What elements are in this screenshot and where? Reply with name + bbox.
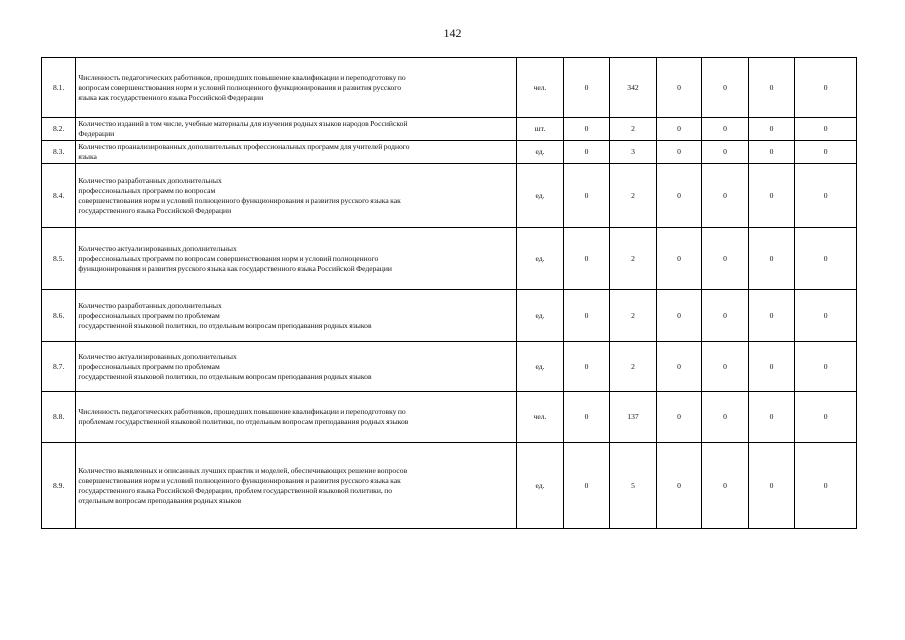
row-value: 0 — [795, 118, 857, 141]
row-value: 0 — [748, 58, 795, 118]
row-value: 0 — [656, 342, 702, 392]
row-value: 0 — [563, 141, 610, 164]
row-number: 8.4. — [42, 164, 76, 228]
row-value: 0 — [656, 118, 702, 141]
table-row — [42, 392, 857, 443]
row-number: 8.7. — [42, 342, 76, 392]
row-description: Численность педагогических работников, прошедших повышение квалификации и переподготовку по проблемам государственной языковой политики, по отдельным вопросам преподавания родных языков — [76, 392, 517, 443]
row-value: 2 — [610, 228, 657, 290]
row-number: 8.3. — [42, 141, 76, 164]
row-value: 0 — [563, 443, 610, 529]
row-value: 0 — [795, 141, 857, 164]
row-number: 8.8. — [42, 392, 76, 443]
row-value: 0 — [748, 392, 795, 443]
row-value: 0 — [563, 290, 610, 342]
row-description: Количество разработанных дополнительных профессиональных программ по вопросам совершенствования норм и условий полноценного функционирования и развития русского языка как государственного языка Российской Федерации — [76, 164, 517, 228]
row-value: 0 — [702, 141, 749, 164]
row-value: 0 — [748, 228, 795, 290]
row-value: 2 — [610, 342, 657, 392]
table-row — [42, 164, 857, 228]
row-value: 137 — [610, 392, 657, 443]
row-value: 3 — [610, 141, 657, 164]
table-row — [42, 141, 857, 164]
row-value: 0 — [702, 290, 749, 342]
row-number: 8.5. — [42, 228, 76, 290]
row-value: 0 — [656, 443, 702, 529]
row-description: Количество изданий в том числе, учебные материалы для изучения родных языков народов Российской Федерации — [76, 118, 517, 141]
row-number: 8.9. — [42, 443, 76, 529]
row-value: 0 — [702, 392, 749, 443]
row-value: 5 — [610, 443, 657, 529]
row-value: 0 — [563, 118, 610, 141]
row-unit: ед. — [517, 141, 564, 164]
row-value: 0 — [702, 164, 749, 228]
row-value: 0 — [795, 228, 857, 290]
row-value: 2 — [610, 164, 657, 228]
row-value: 0 — [656, 58, 702, 118]
row-value: 0 — [748, 290, 795, 342]
row-value: 0 — [563, 228, 610, 290]
row-description: Количество актуализированных дополнительных профессиональных программ по проблемам государственной языковой политики, по отдельным вопросам преподавания родных языков — [76, 342, 517, 392]
row-unit: ед. — [517, 290, 564, 342]
row-value: 0 — [702, 228, 749, 290]
row-value: 0 — [795, 164, 857, 228]
table-row — [42, 443, 857, 529]
row-number: 8.2. — [42, 118, 76, 141]
row-value: 0 — [702, 342, 749, 392]
row-number: 8.6. — [42, 290, 76, 342]
row-value: 0 — [563, 392, 610, 443]
row-value: 0 — [656, 290, 702, 342]
row-unit: ед. — [517, 228, 564, 290]
row-description: Количество выявленных и описанных лучших практик и моделей, обеспечивающих решение вопросов совершенствования норм и условий полноценного функционирования и развития русского языка как государственного языка Российской Федерации, проблем государственной языковой политики, по отдельным вопросам преподавания родных языков — [76, 443, 517, 529]
row-value: 0 — [656, 392, 702, 443]
row-value: 0 — [702, 118, 749, 141]
row-value: 0 — [563, 342, 610, 392]
row-unit: ед. — [517, 164, 564, 228]
row-value: 0 — [702, 58, 749, 118]
row-value: 0 — [795, 58, 857, 118]
row-description: Количество актуализированных дополнительных профессиональных программ по вопросам совершенствования норм и условий полноценного функционирования и развития русского языка как государственного языка Российской Федерации — [76, 228, 517, 290]
table-row — [42, 342, 857, 392]
row-description: Количество разработанных дополнительных профессиональных программ по проблемам государственной языковой политики, по отдельным вопросам преподавания родных языков — [76, 290, 517, 342]
row-value: 0 — [563, 58, 610, 118]
row-value: 0 — [656, 164, 702, 228]
row-value: 0 — [748, 141, 795, 164]
row-value: 0 — [795, 443, 857, 529]
row-unit: ед. — [517, 443, 564, 529]
row-unit: чел. — [517, 58, 564, 118]
row-unit: ед. — [517, 342, 564, 392]
indicators-table — [41, 57, 857, 529]
row-value: 0 — [656, 141, 702, 164]
page-number: 142 — [443, 26, 462, 40]
row-value: 2 — [610, 290, 657, 342]
row-description: Численность педагогических работников, прошедших повышение квалификации и переподготовку по вопросам совершенствования норм и условий полноценного функционирования и развития русского языка как государственного языка Российской Федерации — [76, 58, 517, 118]
row-value: 0 — [795, 342, 857, 392]
row-value: 0 — [795, 392, 857, 443]
row-value: 0 — [702, 443, 749, 529]
row-value: 342 — [610, 58, 657, 118]
row-unit: чел. — [517, 392, 564, 443]
row-value: 0 — [748, 443, 795, 529]
table-row — [42, 58, 857, 118]
row-value: 0 — [656, 228, 702, 290]
row-description: Количество проанализированных дополнительных профессиональных программ для учителей родного языка — [76, 141, 517, 164]
row-value: 0 — [748, 342, 795, 392]
row-value: 0 — [795, 290, 857, 342]
row-unit: шт. — [517, 118, 564, 141]
table-row — [42, 290, 857, 342]
row-value: 0 — [748, 118, 795, 141]
row-value: 0 — [748, 164, 795, 228]
table-row — [42, 118, 857, 141]
row-value: 2 — [610, 118, 657, 141]
row-number: 8.1. — [42, 58, 76, 118]
row-value: 0 — [563, 164, 610, 228]
table-row — [42, 228, 857, 290]
